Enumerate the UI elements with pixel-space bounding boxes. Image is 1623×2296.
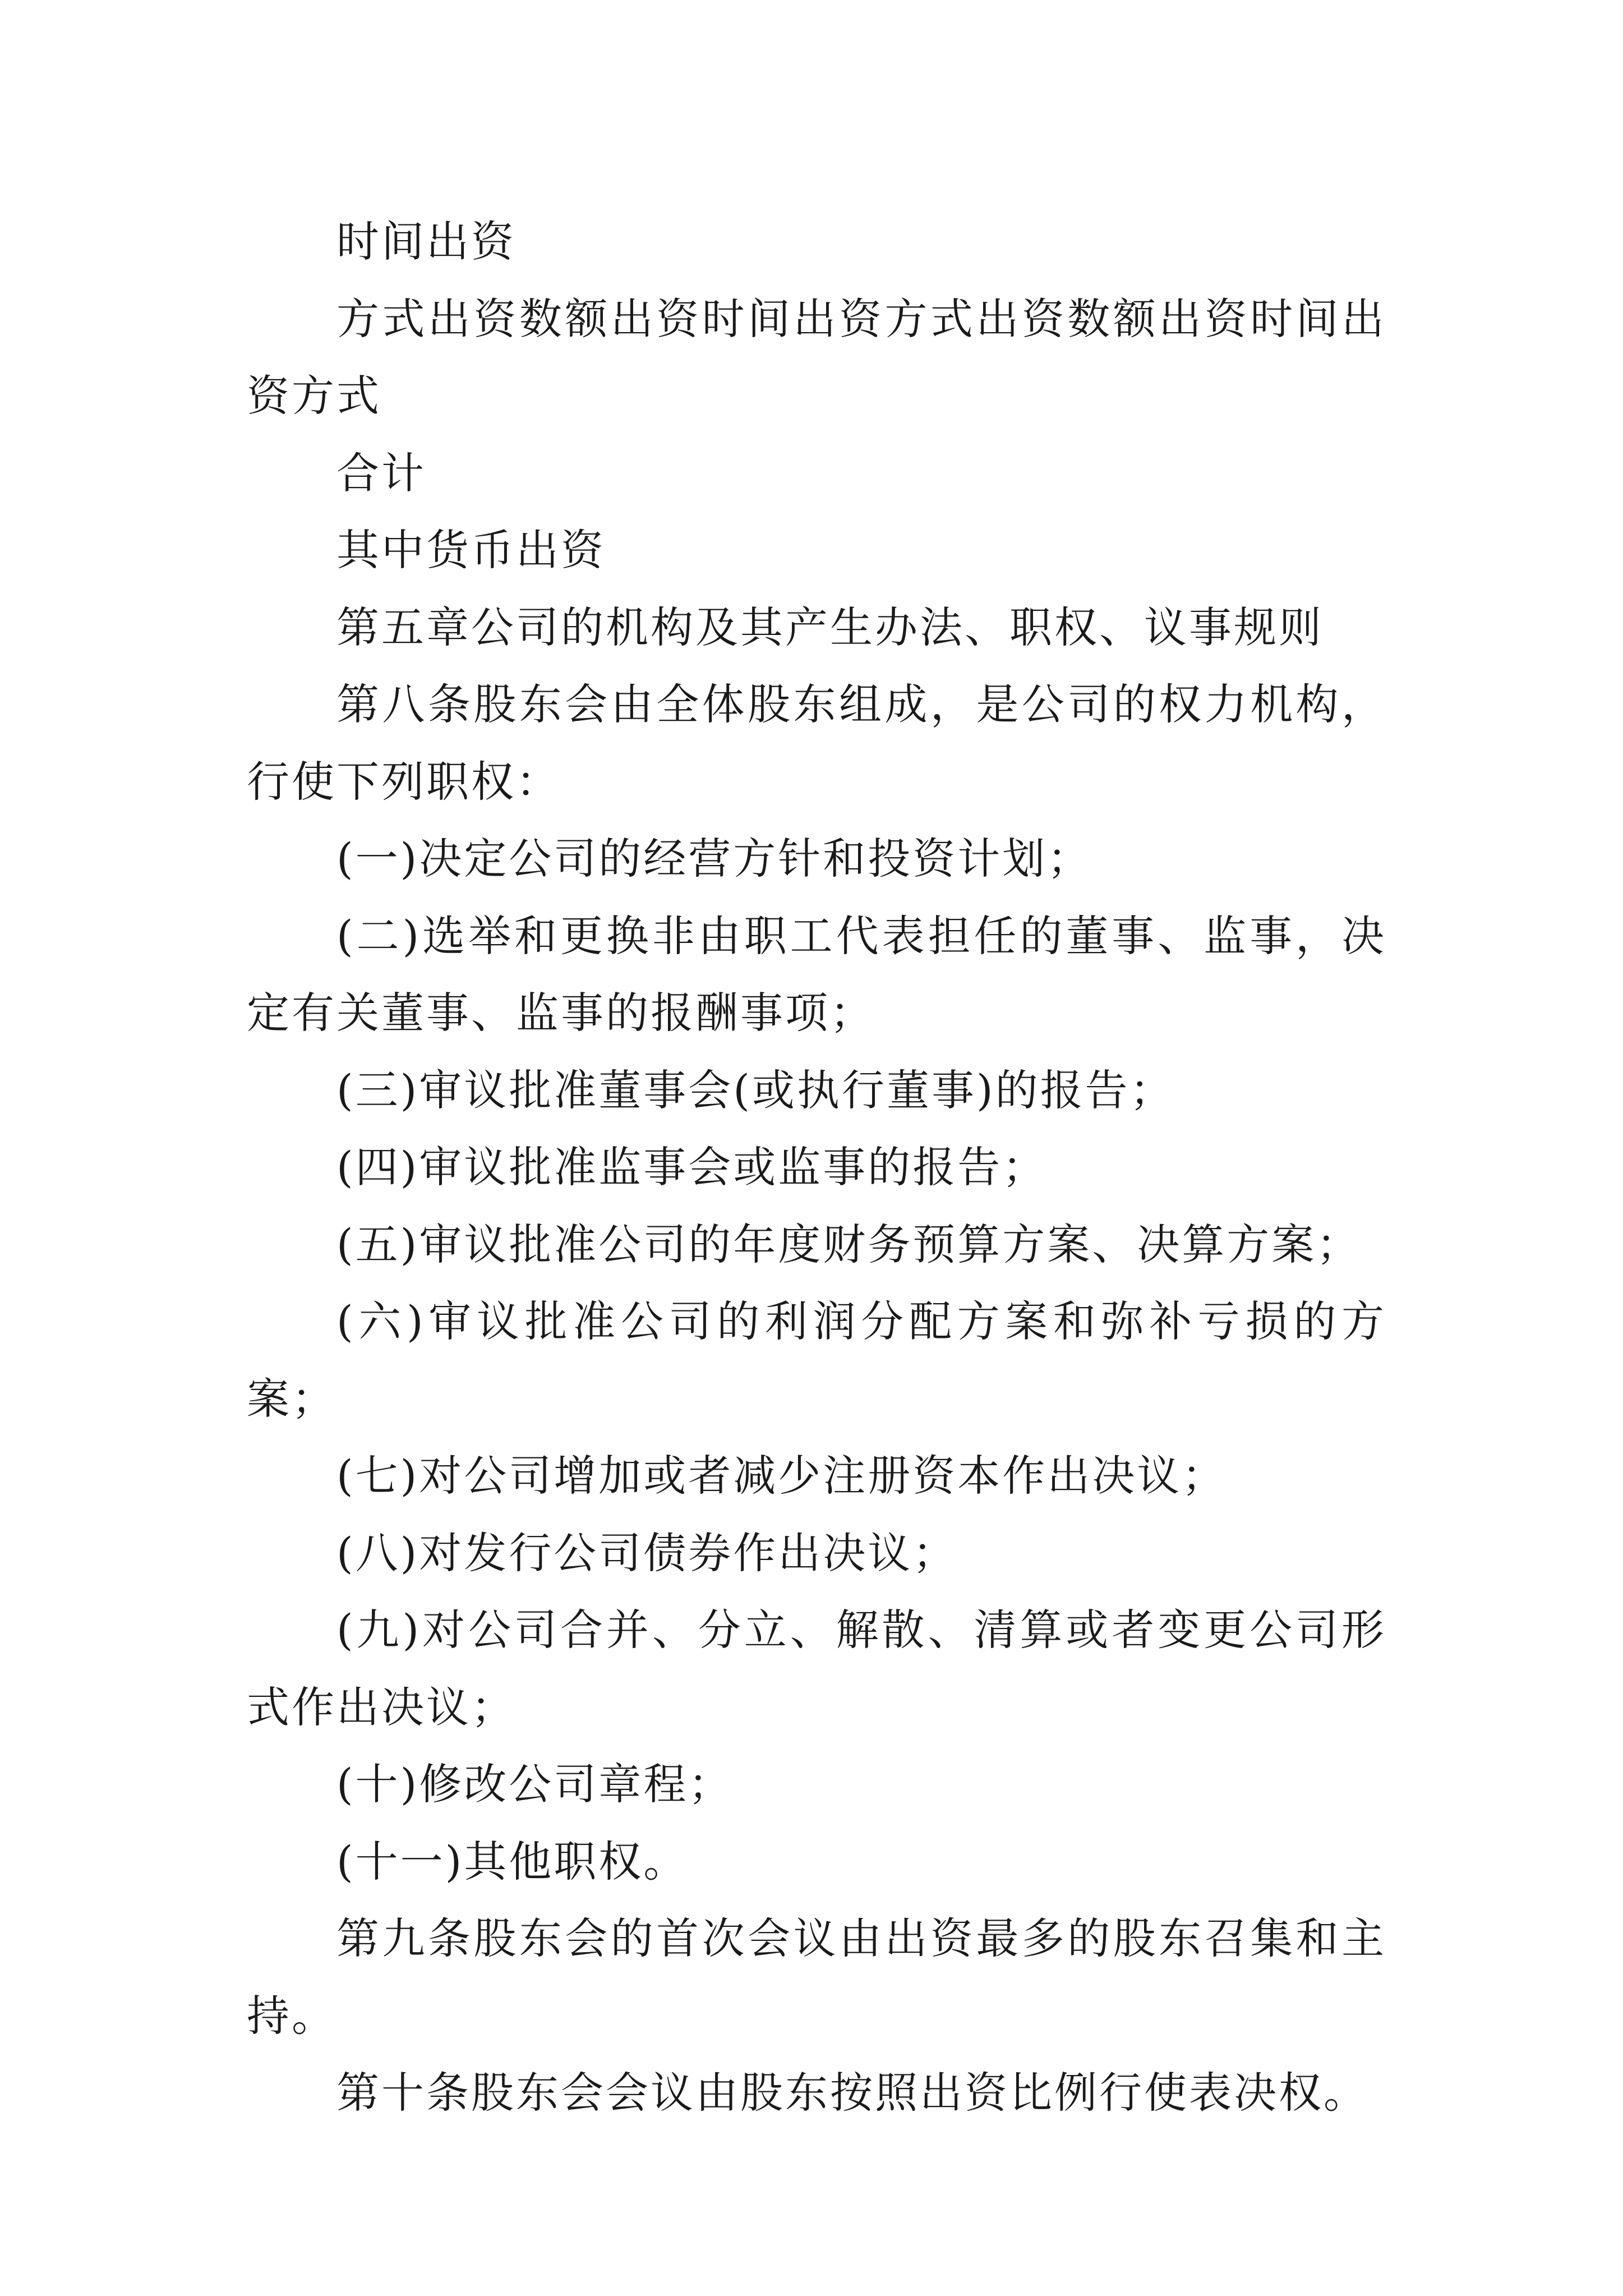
list-item-5: (五)审议批准公司的年度财务预算方案、决算方案； xyxy=(336,1219,1362,1269)
document-body xyxy=(247,203,1386,2132)
paragraph-cash-contribution: 其中货币出资 xyxy=(336,525,606,575)
article-nine: 第九条股东会的首次会议由出资最多的股东召集和主持。 xyxy=(247,1913,1386,2041)
list-item-7: (七)对公司增加或者减少注册资本作出决议； xyxy=(336,1451,1227,1501)
article-ten: 第十条股东会会议由股东按照出资比例行使表决权。 xyxy=(336,2068,1368,2118)
list-item-11: (十一)其他职权。 xyxy=(336,1836,689,1887)
list-item-3: (三)审议批准董事会(或执行董事)的报告； xyxy=(336,1065,1175,1115)
paragraph-total: 合计 xyxy=(336,448,426,498)
chapter-five-heading: 第五章公司的机构及其产生办法、职权、议事规则 xyxy=(336,602,1324,652)
list-item-6: (六)审议批准公司的利润分配方案和弥补亏损的方案； xyxy=(247,1296,1386,1424)
list-item-2: (二)选举和更换非由职工代表担任的董事、监事，决定有关董事、监事的报酬事项； xyxy=(247,910,1386,1038)
paragraph-capital-columns: 方式出资数额出资时间出资方式出资数额出资时间出资方式 xyxy=(247,293,1386,421)
list-item-8: (八)对发行公司债券作出决议； xyxy=(336,1527,958,1578)
list-item-4: (四)审议批准监事会或监事的报告； xyxy=(336,1142,1048,1192)
list-item-1: (一)决定公司的经营方针和投资计划； xyxy=(336,834,1092,884)
article-eight: 第八条股东会由全体股东组成，是公司的权力机构，行使下列职权： xyxy=(247,679,1386,807)
list-item-10: (十)修改公司章程； xyxy=(336,1759,734,1809)
list-item-9: (九)对公司合并、分立、解散、清算或者变更公司形式作出决议； xyxy=(247,1605,1386,1732)
paragraph-capital-time: 时间出资 xyxy=(336,217,516,266)
